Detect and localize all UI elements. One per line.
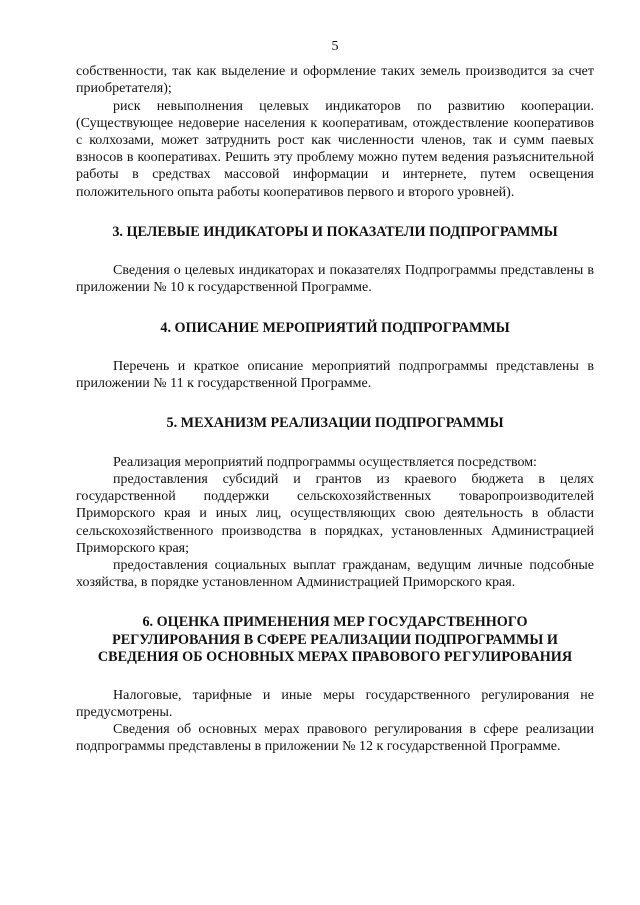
section-5-paragraph-3: предоставления социальных выплат гражданам, ведущим личные подсобные хозяйства, в порядке установленном Администрацией Приморского края.	[76, 558, 594, 591]
section-3-paragraph-1: Сведения о целевых индикаторах и показателях Подпрограммы представлены в приложении № 10 к государственной Программе.	[76, 263, 594, 296]
intro-paragraph-2: риск невыполнения целевых индикаторов по развитию кооперации. (Существующее недоверие населения к кооперативам, отождествление кооперативов с колхозами, может затруднить рост как численности членов, так и сумм паевых взносов в кооперативах. Решить эту проблему можно путем ведения разъяснительной работы в средствах массовой информации и интернете, путем освещения положительного опыта работы кооперативов первого и второго уровней).	[76, 98, 594, 200]
section-4-heading: 4. ОПИСАНИЕ МЕРОПРИЯТИЙ ПОДПРОГРАММЫ	[160, 319, 510, 336]
document-page	[76, 38, 594, 756]
section-6-heading-line-3: СВЕДЕНИЯ ОБ ОСНОВНЫХ МЕРАХ ПРАВОВОГО РЕГУЛИРОВАНИЯ	[97, 649, 573, 666]
page-number: 5	[331, 39, 339, 54]
section-4-paragraph-1: Перечень и краткое описание мероприятий подпрограммы представлены в приложении № 11 к государственной Программе.	[76, 359, 594, 392]
section-6-heading	[76, 614, 594, 666]
section-6-heading-line-1: 6. ОЦЕНКА ПРИМЕНЕНИЯ МЕР ГОСУДАРСТВЕННОГО	[142, 614, 528, 631]
intro-paragraph-1: собственности, так как выделение и оформление таких земель производится за счет приобретателя);	[76, 64, 594, 97]
section-5-heading: 5. МЕХАНИЗМ РЕАЛИЗАЦИИ ПОДПРОГРАММЫ	[166, 415, 504, 432]
section-6-paragraph-1: Налоговые, тарифные и иные меры государственного регулирования не предусмотрены.	[76, 687, 594, 720]
section-6-heading-line-2: РЕГУЛИРОВАНИЯ В СФЕРЕ РЕАЛИЗАЦИИ ПОДПРОГРАММЫ И	[112, 631, 558, 648]
section-3-heading: 3. ЦЕЛЕВЫЕ ИНДИКАТОРЫ И ПОКАЗАТЕЛИ ПОДПРОГРАММЫ	[112, 223, 558, 240]
section-5-paragraph-2: предоставления субсидий и грантов из краевого бюджета в целях государственной поддержки сельскохозяйственных товаропроизводителей Приморского края и иных лиц, осуществляющих свою деятельность в области сельскохозяйственного производства в порядках, установленных Администрацией Приморского края;	[76, 472, 594, 556]
section-5-paragraph-1: Реализация мероприятий подпрограммы осуществляется посредством:	[113, 454, 537, 470]
section-6-paragraph-2: Сведения об основных мерах правового регулирования в сфере реализации подпрограммы представлены в приложении № 12 к государственной Программе.	[76, 722, 594, 755]
